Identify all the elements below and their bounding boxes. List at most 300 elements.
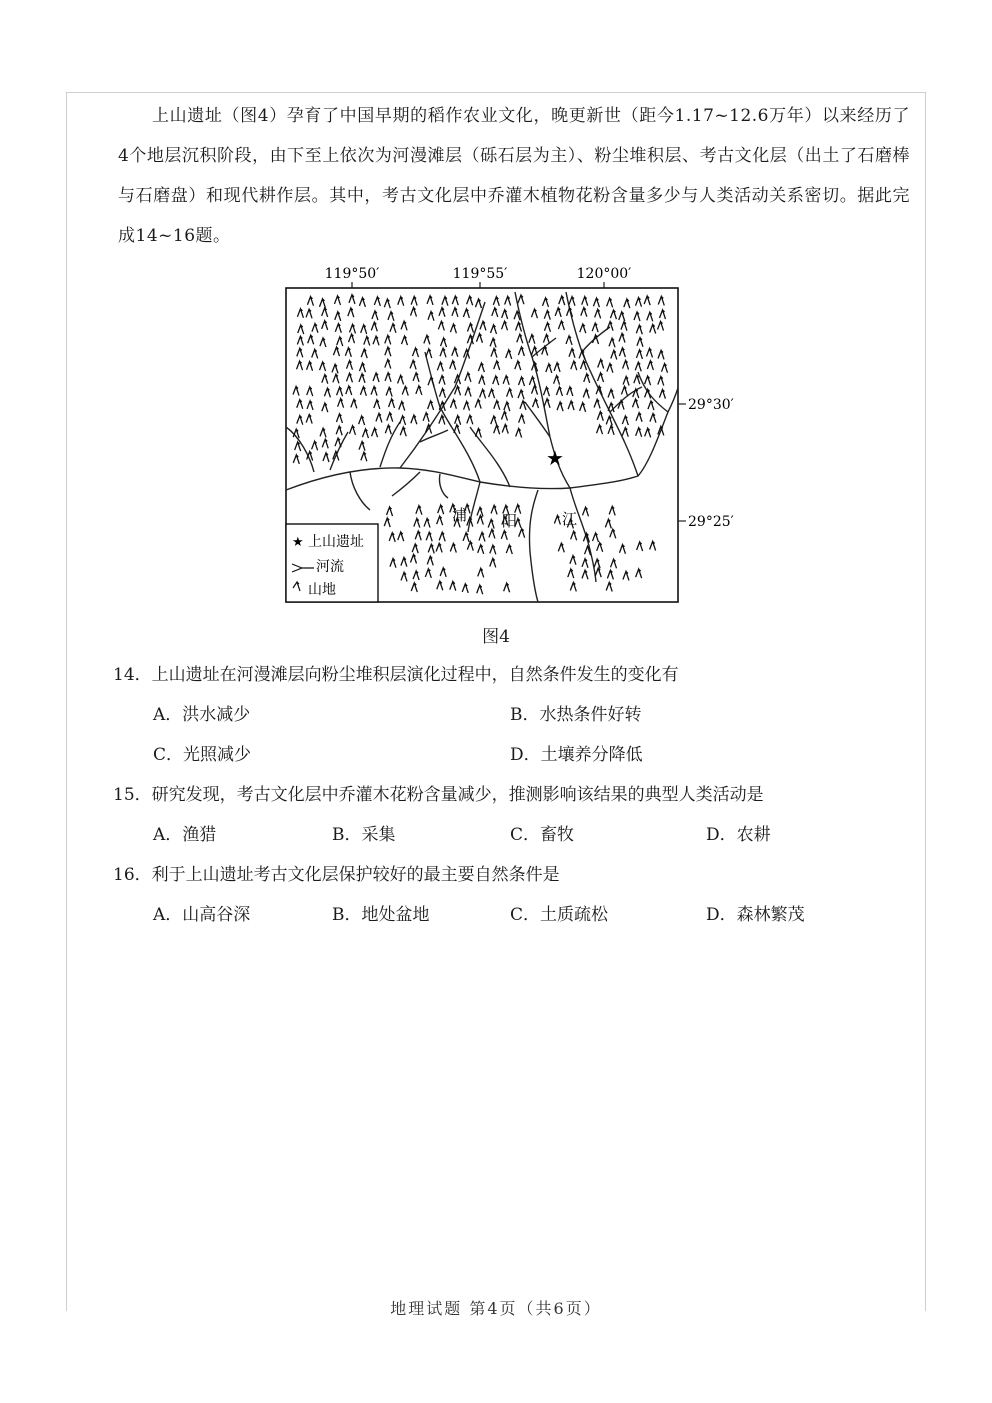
mountain-mark (361, 452, 367, 461)
mountain-mark (529, 335, 535, 344)
mountain-mark (597, 543, 603, 552)
mountain-mark (644, 296, 650, 305)
mountain-mark (427, 556, 433, 565)
mountain-mark (505, 297, 511, 306)
mountain-mark (566, 308, 572, 317)
mountain-mark (400, 416, 406, 425)
mountain-mark (636, 569, 642, 578)
mountain-mark (414, 519, 420, 528)
mountain-mark (439, 376, 445, 385)
mountain-mark (593, 335, 599, 344)
mountain-mark (609, 506, 615, 515)
river-name-char-1: 浦 (452, 506, 468, 524)
mountain-mark (477, 516, 483, 525)
mountain-mark (452, 308, 458, 317)
mountain-mark (359, 416, 365, 425)
mountain-mark (351, 399, 357, 408)
mountain-mark (372, 311, 378, 320)
mountain-mark (364, 337, 370, 346)
mountain-mark (338, 399, 344, 408)
mountain-mark (374, 400, 380, 409)
mountain-mark (297, 400, 303, 409)
mountain-mark (297, 309, 303, 318)
question-number: 14． (113, 665, 152, 685)
mountain-mark (386, 388, 392, 397)
mountain-mark (606, 583, 612, 592)
mountain-mark (491, 325, 497, 334)
mountain-mark (621, 322, 627, 331)
mountain-mark (608, 426, 614, 435)
intro-passage (118, 96, 910, 256)
mountain-mark (645, 376, 651, 385)
mountain-mark (374, 297, 380, 306)
mountain-mark (312, 324, 318, 333)
mountain-mark (413, 571, 419, 580)
mountain-mark (658, 350, 664, 359)
mountain-mark (636, 350, 642, 359)
mountain-mark (349, 426, 355, 435)
mountain-mark (519, 377, 525, 386)
mountain-mark (467, 323, 473, 332)
mountain-mark (322, 439, 328, 448)
mountain-mark (306, 309, 312, 318)
mountain-mark (349, 334, 355, 343)
mountain-mark (322, 375, 328, 384)
mountain-mark (647, 361, 653, 370)
mountain-mark (401, 321, 407, 330)
mountain-mark (635, 298, 641, 307)
mountain-mark (452, 296, 458, 305)
mountain-mark (544, 399, 550, 408)
map-svg (270, 262, 750, 612)
mountain-mark (559, 296, 565, 305)
q16-option-c[interactable]: C．土质疏松 (510, 905, 609, 925)
q15-option-c[interactable]: C．畜牧 (510, 825, 575, 845)
mountain-mark (580, 361, 586, 370)
mountain-mark (489, 529, 495, 538)
mountain-mark (465, 388, 471, 397)
mountain-mark (428, 312, 434, 321)
mountain-mark (427, 296, 433, 305)
mountain-mark (519, 529, 525, 538)
mountain-mark (440, 568, 446, 577)
mountain-mark (645, 389, 651, 398)
mountain-mark (502, 425, 508, 434)
mountain-mark (416, 386, 422, 395)
mountain-mark (297, 416, 303, 425)
mountain-mark (376, 413, 382, 422)
mountain-mark (462, 584, 468, 593)
mountain-mark (415, 531, 421, 540)
mountain-mark (297, 348, 303, 357)
mountain-mark (337, 387, 343, 396)
mountain-mark (610, 310, 616, 319)
mountain-mark (320, 338, 326, 347)
mountain-mark (502, 310, 508, 319)
page-footer: 地理试题 第4页（共6页） (390, 1299, 602, 1318)
mountain-mark (635, 362, 641, 371)
mountain-mark (439, 416, 445, 425)
mountain-mark (518, 295, 524, 304)
site-star-icon: ★ (546, 446, 564, 470)
mountain-mark (531, 309, 537, 318)
mountain-mark (623, 361, 629, 370)
mountain-mark (426, 532, 432, 541)
mountain-mark (411, 415, 417, 424)
q15-option-b[interactable]: B．采集 (332, 825, 396, 845)
mountain-mark (607, 570, 613, 579)
mountain-mark (493, 297, 499, 306)
mountain-mark (619, 334, 625, 343)
mountain-mark (437, 581, 443, 590)
mountain-mark (622, 416, 628, 425)
mountain-mark (581, 308, 587, 317)
mountain-mark (623, 571, 629, 580)
mountain-mark (501, 531, 507, 540)
mountain-mark (514, 311, 520, 320)
mountain-mark (438, 505, 444, 514)
mountain-mark (335, 324, 341, 333)
mountain-mark (636, 325, 642, 334)
mountain-mark (569, 297, 575, 306)
mountain-mark (493, 376, 499, 385)
mountain-mark (465, 373, 471, 382)
mountain-mark (659, 390, 665, 399)
mountain-mark (385, 360, 391, 369)
mountain-mark (592, 323, 598, 332)
mountain-mark (322, 321, 328, 330)
mountain-mark (582, 297, 588, 306)
mountain-mark (372, 428, 378, 437)
mountain-mark (646, 348, 652, 357)
mountain-mark (308, 335, 314, 344)
mountain-mark (650, 325, 656, 334)
mountain-mark (390, 324, 396, 333)
mountain-mark (623, 377, 629, 386)
mountain-mark (476, 334, 482, 343)
mountain-mark (401, 336, 407, 345)
mountain-mark (350, 324, 356, 333)
mountain-mark (592, 533, 598, 542)
mountain-mark (571, 531, 577, 540)
mountain-mark (416, 506, 422, 515)
mountain-mark (455, 416, 461, 425)
mountain-mark (556, 387, 562, 396)
mountain-mark (480, 389, 486, 398)
mountain-mark (570, 582, 576, 591)
q15-option-a[interactable]: A．渔猎 (153, 825, 217, 845)
mountain-mark (349, 295, 355, 304)
mountain-mark (477, 585, 483, 594)
mountain-mark (298, 325, 304, 334)
mountain-mark (633, 389, 639, 398)
mountain-mark (401, 558, 407, 567)
mountain-mark (480, 321, 486, 330)
lat-label-1: 29°30′ (688, 397, 734, 413)
mountain-mark (636, 413, 642, 422)
mountain-mark (570, 556, 576, 565)
mountain-mark (622, 428, 628, 437)
mountain-mark (467, 296, 473, 305)
mountain-mark (400, 427, 406, 436)
mountain-mark (410, 555, 416, 564)
mountain-mark (467, 335, 473, 344)
mountain-mark (568, 401, 574, 410)
mountain-mark (490, 338, 496, 347)
mountain-mark (634, 312, 640, 321)
q14-option-b[interactable]: B．水热条件好转 (510, 705, 642, 725)
q14-option-a[interactable]: A．洪水减少 (153, 705, 251, 725)
mountain-mark (439, 532, 445, 541)
mountain-mark (634, 375, 640, 384)
mountain-mark (557, 402, 563, 411)
mountain-mark (373, 373, 379, 382)
mountain-mark (437, 516, 443, 525)
mountain-mark (455, 386, 461, 395)
mountain-mark (440, 348, 446, 357)
mountain-mark (662, 364, 668, 373)
mountain-mark (293, 387, 299, 396)
question-number: 16． (113, 865, 152, 885)
mountain-mark (491, 505, 497, 514)
mountain-mark (658, 377, 664, 386)
mountain-mark (494, 425, 500, 434)
mountain-mark (425, 569, 431, 578)
question-14 (113, 660, 679, 685)
mountain-mark (385, 373, 391, 382)
mountain-mark (359, 442, 365, 451)
mountain-mark (398, 532, 404, 541)
mountain-mark (532, 399, 538, 408)
mountain-mark (424, 519, 430, 528)
mountain-mark (436, 543, 442, 552)
mountain-mark (543, 335, 549, 344)
mountain-mark (619, 348, 625, 357)
mountain-mark (348, 308, 354, 317)
mountain-mark (558, 543, 564, 552)
mountain-mark (361, 325, 367, 334)
mountain-mark (609, 338, 615, 347)
mountain-mark (371, 322, 377, 331)
mountain-mark (583, 389, 589, 398)
mountain-mark (361, 349, 367, 358)
mountain-mark (518, 390, 524, 399)
mountain-mark (333, 374, 339, 383)
mountain-mark (520, 401, 526, 410)
legend-river-label: 河流 (316, 559, 344, 575)
legend-mountain-label: 山地 (308, 582, 336, 598)
mountain-mark (491, 349, 497, 358)
river-name-char-2: 阳 (502, 512, 518, 530)
q15-option-d[interactable]: D．农耕 (706, 825, 771, 845)
mountain-mark (324, 388, 330, 397)
mountain-mark (439, 389, 445, 398)
mountain-mark (388, 312, 394, 321)
mountain-mark (503, 376, 509, 385)
mountain-mark (424, 335, 430, 344)
mountain-mark (307, 401, 313, 410)
mountain-mark (515, 361, 521, 370)
mountain-mark (322, 308, 328, 317)
mountain-mark (659, 310, 665, 319)
mountain-mark (359, 374, 365, 383)
question-16 (113, 860, 560, 885)
mountain-mark (306, 415, 312, 424)
mountain-mark (463, 533, 469, 542)
mountain-mark (467, 415, 473, 424)
mountain-mark (410, 308, 416, 317)
mountain-mark (463, 309, 469, 318)
mountain-mark (567, 387, 573, 396)
mountain-mark (554, 363, 560, 372)
mountain-mark (312, 349, 318, 358)
mountain-mark (492, 308, 498, 317)
mountain-mark (517, 334, 523, 343)
mountain-mark (428, 401, 434, 410)
legend-star-icon: ★ (292, 535, 304, 550)
mountain-mark (297, 336, 303, 345)
mountain-mark (398, 375, 404, 384)
mountain-mark (322, 403, 328, 412)
mountain-mark (584, 374, 590, 383)
mountain-mark (320, 428, 326, 437)
mountain-mark (632, 399, 638, 408)
mountain-mark (583, 507, 589, 516)
mountain-mark (478, 363, 484, 372)
mountain-mark (401, 572, 407, 581)
mountain-mark (385, 347, 391, 356)
q14-option-c[interactable]: C．光照减少 (153, 745, 252, 765)
mountain-mark (593, 298, 599, 307)
mountain-mark (494, 401, 500, 410)
mountain-mark (479, 376, 485, 385)
mountain-mark (428, 377, 434, 386)
q16-option-a[interactable]: A．山高谷深 (153, 905, 251, 925)
mountain-mark (452, 348, 458, 357)
mountain-mark (658, 296, 664, 305)
question-stem: 研究发现，考古文化层中乔灌木花粉含量减少，推测影响该结果的典型人类活动是 (151, 785, 764, 805)
mountain-mark (645, 428, 651, 437)
mountain-mark (580, 324, 586, 333)
mountain-mark (554, 516, 560, 525)
mountain-mark (336, 426, 342, 435)
mountain-mark (619, 545, 625, 554)
mountain-mark (384, 518, 390, 527)
mountain-mark (413, 373, 419, 382)
mountain-mark (297, 361, 303, 370)
mountain-mark (335, 312, 341, 321)
figure-4-map (270, 262, 750, 612)
mountain-mark (412, 348, 418, 357)
mountain-mark (307, 297, 313, 306)
mountain-mark (410, 360, 416, 369)
mountain-mark (532, 386, 538, 395)
mountain-mark (346, 386, 352, 395)
mountain-mark (307, 387, 313, 396)
mountain-mark (555, 308, 561, 317)
mountain-mark (337, 337, 343, 346)
mountain-mark (606, 416, 612, 425)
mountain-mark (450, 400, 456, 409)
mountain-mark (607, 364, 613, 373)
mountain-mark (439, 308, 445, 317)
mountain-mark (582, 570, 588, 579)
mountain-mark (597, 412, 603, 421)
q16-option-d[interactable]: D．森林繁茂 (706, 905, 805, 925)
mountain-mark (544, 323, 550, 332)
mountain-mark (411, 583, 417, 592)
mountain-mark (504, 583, 510, 592)
mountain-mark (385, 425, 391, 434)
mountain-mark (385, 335, 391, 344)
mountain-mark (624, 299, 630, 308)
mountain-mark (579, 350, 585, 359)
mountain-mark (323, 453, 329, 462)
mountain-mark (441, 338, 447, 347)
mountain-mark (506, 545, 512, 554)
mountain-mark (598, 373, 604, 382)
q16-option-b[interactable]: B．地处盆地 (332, 905, 430, 925)
mountain-mark (384, 299, 390, 308)
mountain-mark (464, 402, 470, 411)
mountain-mark (637, 542, 643, 551)
mountain-mark (594, 399, 600, 408)
mountain-mark (544, 311, 550, 320)
mountain-mark (360, 387, 366, 396)
mountain-mark (336, 414, 342, 423)
mountain-mark (411, 297, 417, 306)
mountain-mark (428, 544, 434, 553)
mountain-mark (519, 415, 525, 424)
mountain-mark (402, 387, 408, 396)
mountain-mark (320, 362, 326, 371)
figure-caption: 图4 (482, 627, 510, 647)
mountain-mark (478, 545, 484, 554)
mountain-mark (518, 347, 524, 356)
mountain-mark (293, 455, 299, 464)
mountain-mark (334, 296, 340, 305)
mountain-mark (488, 520, 494, 529)
mountain-mark (442, 297, 448, 306)
mountain-mark (594, 559, 600, 568)
mountain-mark (371, 387, 377, 396)
question-number: 15． (113, 785, 152, 805)
mountain-mark (494, 361, 500, 370)
mountain-mark (359, 363, 365, 372)
mountain-mark (333, 347, 339, 356)
mountain-mark (423, 413, 429, 422)
mountain-mark (467, 542, 473, 551)
mountain-mark (607, 322, 613, 331)
mountain-mark (437, 362, 443, 371)
mountain-mark (595, 309, 601, 318)
q14-option-d[interactable]: D．土壤养分降低 (510, 745, 643, 765)
mountain-mark (399, 402, 405, 411)
mountain-mark (568, 569, 574, 578)
intro-text: 上山遗址（图4）孕育了中国早期的稻作农业文化，晚更新世（距今1.17~12.6万年）以来经历了4个地层沉积阶段，由下至上依次为河漫滩层（砾石层为主）、粉尘堆积层、考古文化层（出土了石磨棒与石磨盘）和现代耕作层。其中，考古文化层中乔灌木植物花粉含量多少与人类活动关系密切。据此完成14~16题。 (118, 106, 910, 246)
mountain-mark (650, 542, 656, 551)
mountain-mark (585, 546, 591, 555)
mountain-mark (580, 403, 586, 412)
mountain-mark (636, 428, 642, 437)
mountain-mark (295, 442, 301, 451)
mountain-mark (491, 416, 497, 425)
mountain-mark (608, 389, 614, 398)
mountain-mark (504, 402, 510, 411)
mountain-mark (387, 507, 393, 516)
mountain-mark (647, 312, 653, 321)
legend-site-label: 上山遗址 (308, 534, 364, 550)
